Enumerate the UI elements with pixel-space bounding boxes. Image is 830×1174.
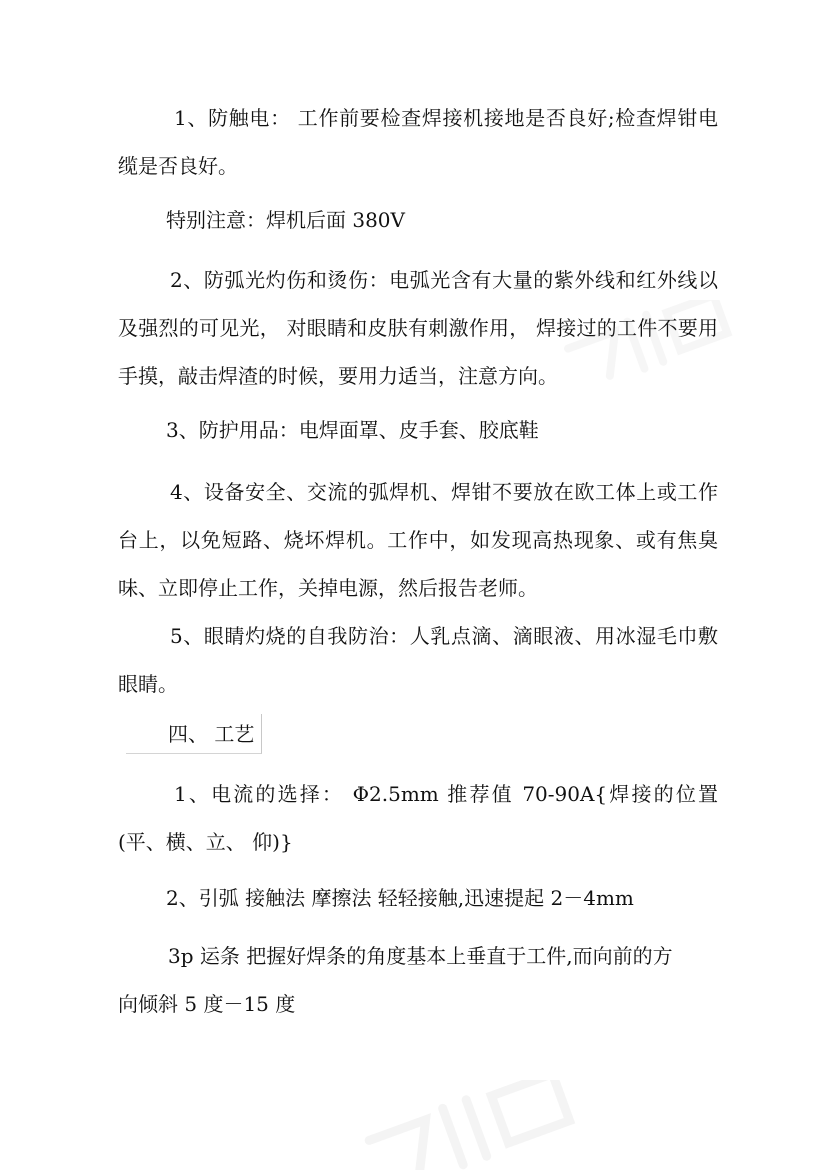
paragraph-protective-gear: 3、防护用品：电焊面罩、皮手套、胶底鞋 [166,418,539,442]
paragraph-rod-handling-line2: 向倾斜 5 度－15 度 [118,992,296,1016]
paragraph-arc-burn: 2、防弧光灼伤和烫伤：电弧光含有大量的紫外线和红外线以及强烈的可见光， 对眼睛和皮肤有刺激作用， 焊接过的工件不要用手摸，敲击焊渣的时候，要用力适当，注意方向。 [118,268,718,388]
paragraph-rod-handling-line1: 3p 运条 把握好焊条的角度基本上垂直于工件,而向前的方 [168,944,673,968]
paragraph-equipment-safety: 4、设备安全、交流的弧焊机、焊钳不要放在欧工体上或工作台上，以免短路、烧坏焊机。工作中，如发现高热现象、或有焦臭味、立即停止工作，关掉电源，然后报告老师。 [118,480,718,600]
paragraph-electric-shock: 1、防触电： 工作前要检查焊接机接地是否良好;检查焊钳电缆是否良好。 [118,106,718,178]
watermark-mark-bottom [360,1080,580,1170]
paragraph-eye-treatment: 5、眼睛灼烧的自我防治：人乳点滴、滴眼液、用冰湿毛巾敷眼睛。 [118,624,718,696]
watermark-mark [560,300,740,380]
paragraph-current-selection: 1、电流的选择： Φ2.5mm 推荐值 70-90A{焊接的位置(平、横、立、 仰)} [118,782,718,854]
paragraph-special-note: 特别注意：焊机后面 380V [166,208,405,232]
section-heading-process: 四、 工艺 [126,714,262,754]
paragraph-arc-striking: 2、引弧 接触法 摩擦法 轻轻接触,迅速提起 2－4mm [166,886,634,910]
